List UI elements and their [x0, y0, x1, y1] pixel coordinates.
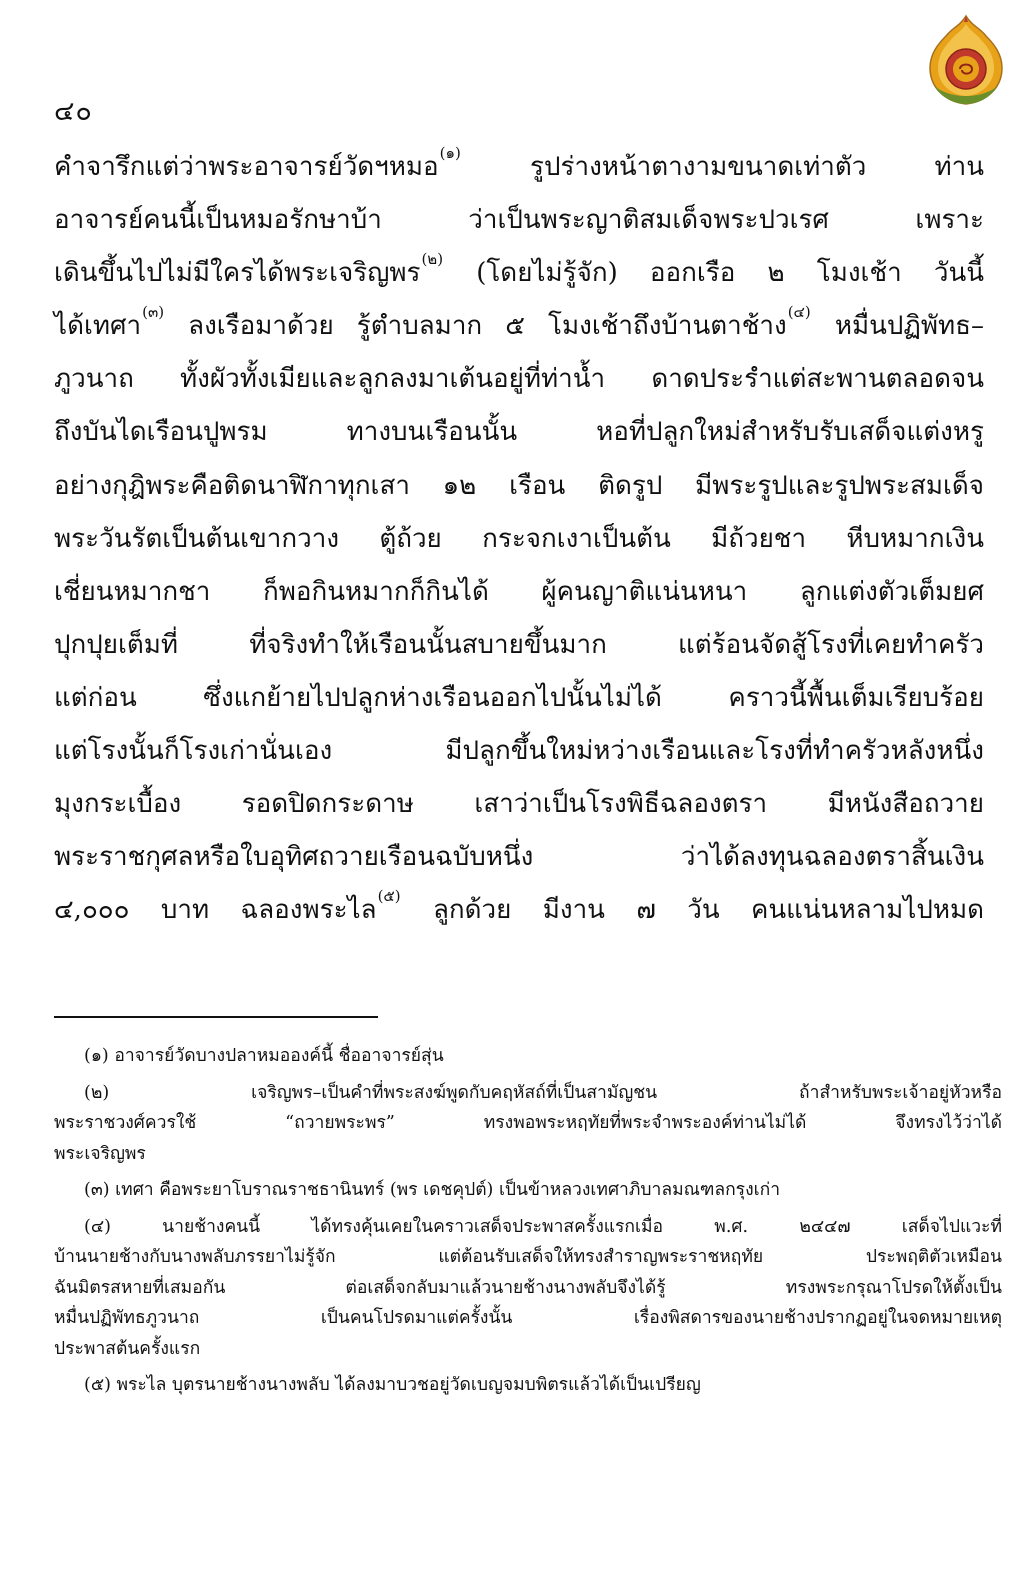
body-text-segment: แต่โรงนั้นก็โรงเก่านั่นเอง มีปลูกขึ้นใหม่หว่างเรือนและโรงที่ทำครัวหลังหนึ่ง [54, 736, 984, 767]
footnote-line: บ้านนายช้างกับนางพลับภรรยาไม่รู้จัก แต่ต้อนรับเสด็จให้ทรงสำราญพระราชหฤทัย ประพฤติตัวเหมือน [54, 1247, 1002, 1267]
body-line [54, 141, 984, 194]
body-line [54, 619, 984, 672]
body-line [54, 566, 984, 619]
body-text-segment: ภูวนาถ ทั้งผัวทั้งเมียและลูกลงมาเต้นอยู่ที่ท่าน้ำ ดาดประรำแต่สะพานตลอดจน [54, 364, 984, 395]
body-text-segment: อาจารย์คนนี้เป็นหมอรักษาบ้า ว่าเป็นพระญาติสมเด็จพระปวเรศ เพราะ [54, 205, 984, 236]
body-text-segment: หมื่นปฏิพัทธ– [811, 311, 985, 342]
footnote-line: (๑) อาจารย์วัดบางปลาหมอองค์นี้ ชื่ออาจารย์สุ่น [84, 1046, 444, 1066]
footnote-line: (๕) พระไล บุตรนายช้างนางพลับ ได้ลงมาบวชอยู่วัดเบญจมบพิตรแล้วได้เป็นเปรียญ [84, 1375, 701, 1395]
body-line [54, 247, 984, 300]
footnote-line: พระราชวงศ์ควรใช้ “ถวายพระพร” ทรงพอพระหฤทัยที่พระจำพระองค์ท่านไม่ได้ จึงทรงไว้ว่าได้ [54, 1113, 1002, 1133]
body-text-segment: เดินขึ้นไปไม่มีใครได้พระเจริญพร [54, 258, 421, 289]
body-line [54, 672, 984, 725]
body-text-segment: รูปร่างหน้าตางามขนาดเท่าตัว ท่าน [461, 152, 984, 182]
body-line [54, 353, 984, 406]
body-text-segment: ปุกปุยเต็มที่ ที่จริงทำให้เรือนนั้นสบายขึ้นมาก แต่ร้อนจัดสู้โรงที่เคยทำครัว [54, 629, 984, 660]
footnotes-section [54, 1041, 1002, 1401]
body-line [54, 884, 984, 937]
footnote [54, 1212, 1002, 1365]
footnote-line: (๔) นายช้างคนนี้ ได้ทรงคุ้นเคยในคราวเสด็จประพาสครั้งแรกเมื่อ พ.ศ. ๒๔๔๗ เสด็จไปแวะที่ [84, 1216, 1002, 1237]
footnote [54, 1041, 1002, 1072]
body-line [54, 460, 984, 513]
body-text-segment: ลงเรือมาด้วย รู้ตำบลมาก ๕ โมงเช้าถึงบ้านตาช้าง [165, 311, 787, 342]
body-line [54, 194, 984, 247]
page-number: ๔๐ [54, 96, 93, 127]
footnote-marker: (๕) [377, 887, 401, 906]
footnote-line: ประพาสต้นครั้งแรก [54, 1338, 201, 1359]
body-text-segment: มุงกระเบื้อง รอดปิดกระดาษ เสาว่าเป็นโรงพิธีฉลองตรา มีหนังสือถวาย [54, 789, 984, 820]
body-text-segment: พระวันรัตเป็นต้นเขากวาง ตู้ถ้วย กระจกเงาเป็นต้น มีถ้วยชา หีบหมากเงิน [54, 523, 984, 554]
footnote-line: หมื่นปฏิพัทธภูวนาถ เป็นคนโปรดมาแต่ครั้งนั้น เรื่องพิสดารของนายช้างปรากฏอยู่ในจดหมายเหตุ [54, 1308, 1002, 1328]
body-line [54, 513, 984, 566]
body-text-segment: ได้เทศา [54, 311, 142, 342]
footnote [54, 1078, 1002, 1170]
footnote-line: พระเจริญพร [54, 1143, 146, 1164]
footnote-line: ฉันมิตรสหายที่เสมอกัน ต่อเสด็จกลับมาแล้วนายช้างนางพลับจึงได้รู้ ทรงพระกรุณาโปรดให้ตั้งเป็น [54, 1277, 1002, 1298]
footnote-marker: (๒) [421, 250, 444, 269]
body-text-segment: ถึงบันไดเรือนปูพรม ทางบนเรือนนั้น หอที่ปลูกใหม่สำหรับรับเสด็จแต่งหรู [54, 417, 984, 448]
body-text-segment: คำจารึกแต่ว่าพระอาจารย์วัดฯหมอ [54, 152, 439, 182]
footnote-marker: (๑) [439, 144, 461, 162]
body-text-segment: ลูกด้วย มีงาน ๗ วัน คนแน่นหลามไปหมด [401, 895, 984, 926]
body-text-segment: แต่ก่อน ซึ่งแกย้ายไปปลูกห่างเรือนออกไปนั้นไม่ได้ คราวนี้พื้นเต็มเรียบร้อย [54, 682, 984, 713]
body-line [54, 300, 984, 353]
body-line [54, 406, 984, 459]
ministry-emblem-icon [924, 14, 1008, 106]
body-text-segment: ๔,๐๐๐ บาท ฉลองพระไล [54, 895, 377, 926]
footnote [54, 1175, 1002, 1206]
main-body-text [54, 141, 984, 937]
footnote-line: (๒) เจริญพร–เป็นคำที่พระสงฆ์พูดกับคฤหัสถ์ที่เป็นสามัญชน ถ้าสำหรับพระเจ้าอยู่หัวหรือ [84, 1082, 1002, 1103]
body-text-segment: เชี่ยนหมากชา ก็พอกินหมากก็กินได้ ผู้คนญาติแน่นหนา ลูกแต่งตัวเต็มยศ [54, 576, 984, 607]
footnote-marker: (๓) [142, 303, 165, 322]
footnote [54, 1370, 1002, 1401]
body-text-segment: อย่างกุฎิพระคือติดนาฬิกาทุกเสา ๑๒ เรือน ติดรูป มีพระรูปและรูปพระสมเด็จ [54, 470, 984, 501]
body-text-segment: (โดยไม่รู้จัก) ออกเรือ ๒ โมงเช้า วันนี้ [444, 258, 984, 289]
body-text-segment: พระราชกุศลหรือใบอุทิศถวายเรือนฉบับหนึ่ง ว่าได้ลงทุนฉลองตราสิ้นเงิน [54, 842, 984, 873]
footnote-line: (๓) เทศา คือพระยาโบราณราชธานินทร์ (พร เดชคุปต์) เป็นข้าหลวงเทศาภิบาลมณฑลกรุงเก่า [84, 1180, 781, 1200]
body-line [54, 831, 984, 884]
footnote-marker: (๔) [787, 303, 811, 322]
body-line [54, 778, 984, 831]
footnote-separator [54, 1016, 378, 1018]
body-line [54, 725, 984, 778]
